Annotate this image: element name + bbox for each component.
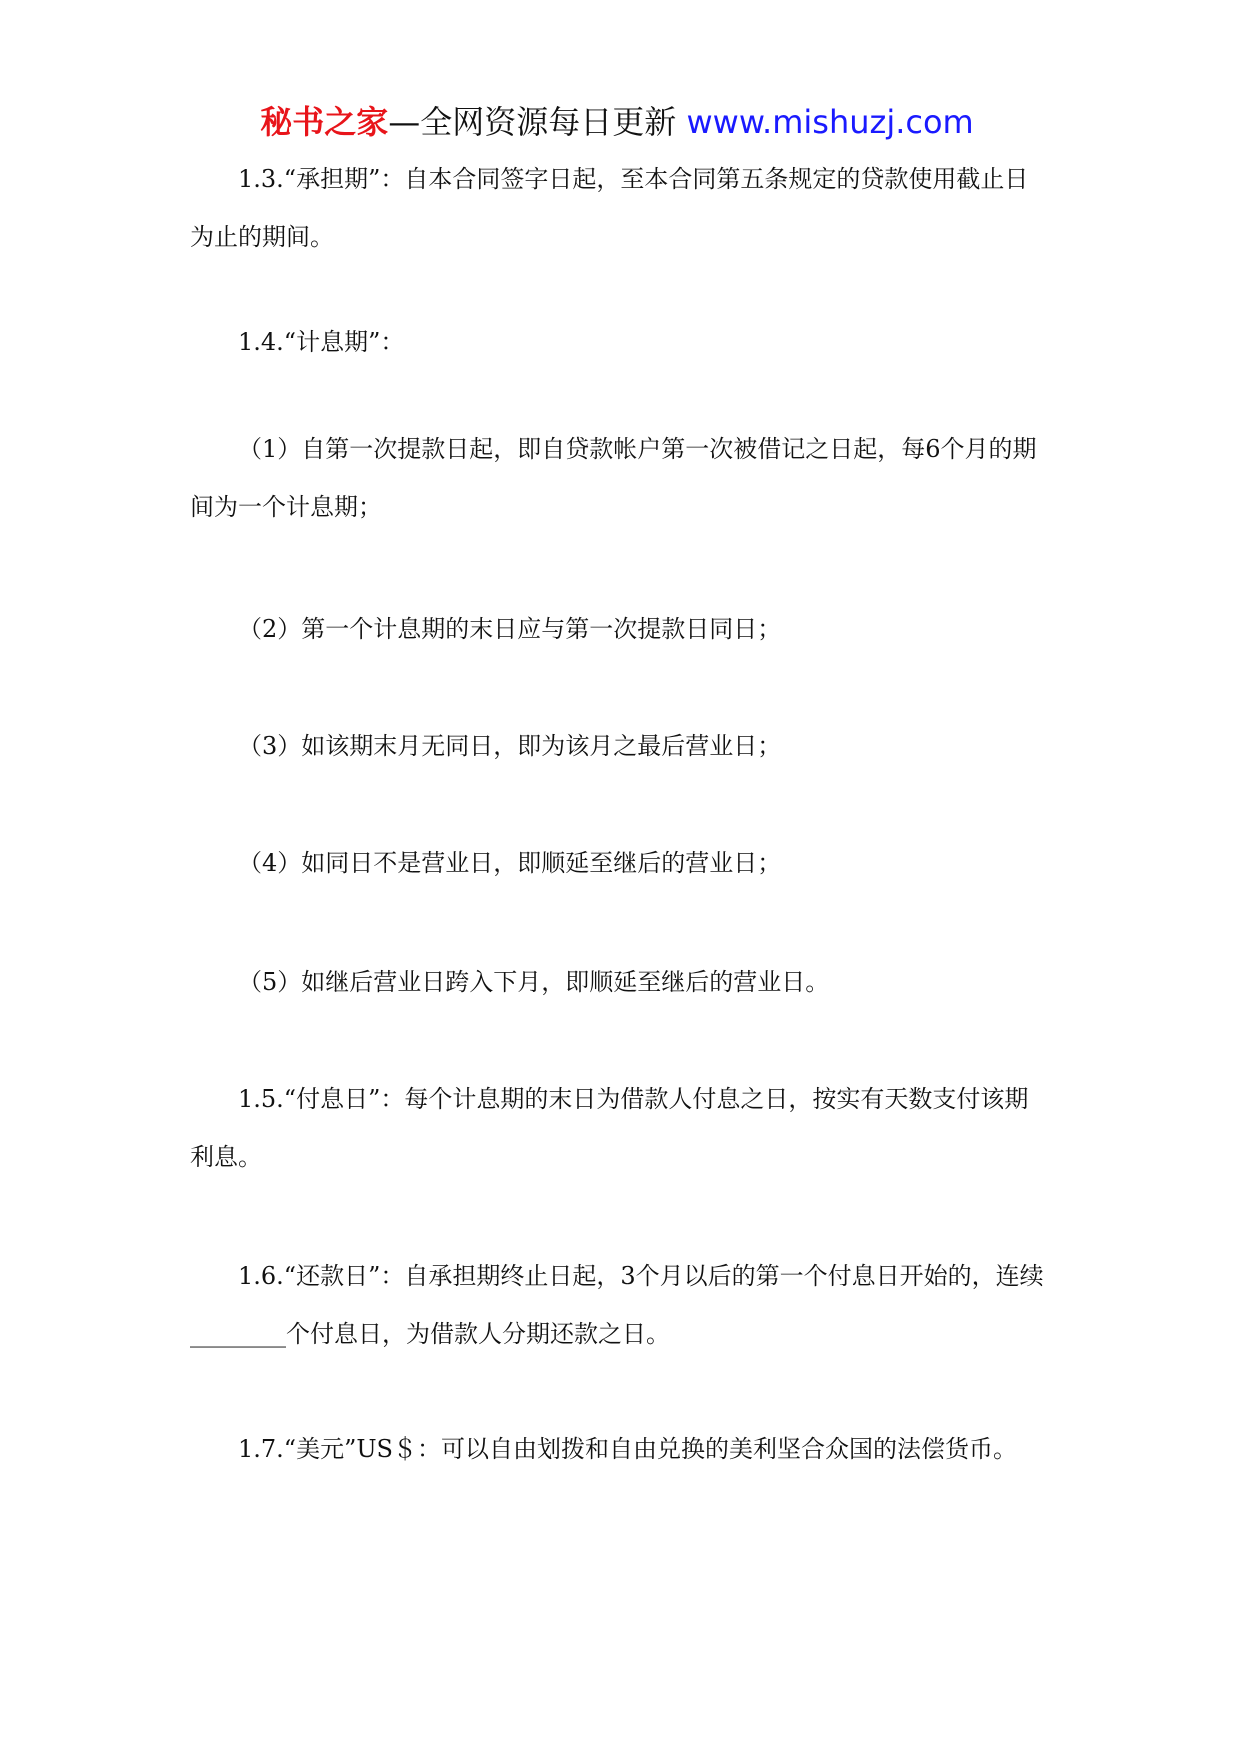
site-header bbox=[0, 100, 1234, 144]
clause-1-4-item-5: （5）如继后营业日跨入下月，即顺延至继后的营业日。 bbox=[238, 968, 830, 996]
clause-1-4-item-4: （4）如同日不是营业日，即顺延至继后的营业日； bbox=[238, 849, 782, 877]
clause-1-4-item-2: （2）第一个计息期的末日应与第一次提款日同日； bbox=[238, 615, 782, 643]
clause-1-7: 1.7.“美元”US＄：可以自由划拨和自由兑换的美利坚合众国的法偿货币。 bbox=[238, 1435, 1018, 1463]
clause-1-6: 1.6.“还款日”：自承担期终止日起，3个月以后的第一个付息日开始的，连续________个付息日，为借款人分期还款之日。 bbox=[190, 1262, 1044, 1348]
clause-1-4-item-1: （1）自第一次提款日起，即自贷款帐户第一次被借记之日起，每6个月的期间为一个计息期； bbox=[190, 435, 1037, 521]
brand-name: 秘书之家 bbox=[260, 103, 389, 141]
clause-1-4: 1.4.“计息期”： bbox=[238, 328, 405, 356]
clause-1-3: 1.3.“承担期”：自本合同签字日起，至本合同第五条规定的贷款使用截止日为止的期间。 bbox=[190, 165, 1029, 251]
header-tagline: —全网资源每日更新 bbox=[388, 103, 687, 141]
clause-1-5: 1.5.“付息日”：每个计息期的末日为借款人付息之日，按实有天数支付该期利息。 bbox=[190, 1085, 1029, 1171]
site-url[interactable]: www.mishuzj.com bbox=[686, 103, 974, 141]
clause-1-4-item-3: （3）如该期末月无同日，即为该月之最后营业日； bbox=[238, 732, 782, 760]
